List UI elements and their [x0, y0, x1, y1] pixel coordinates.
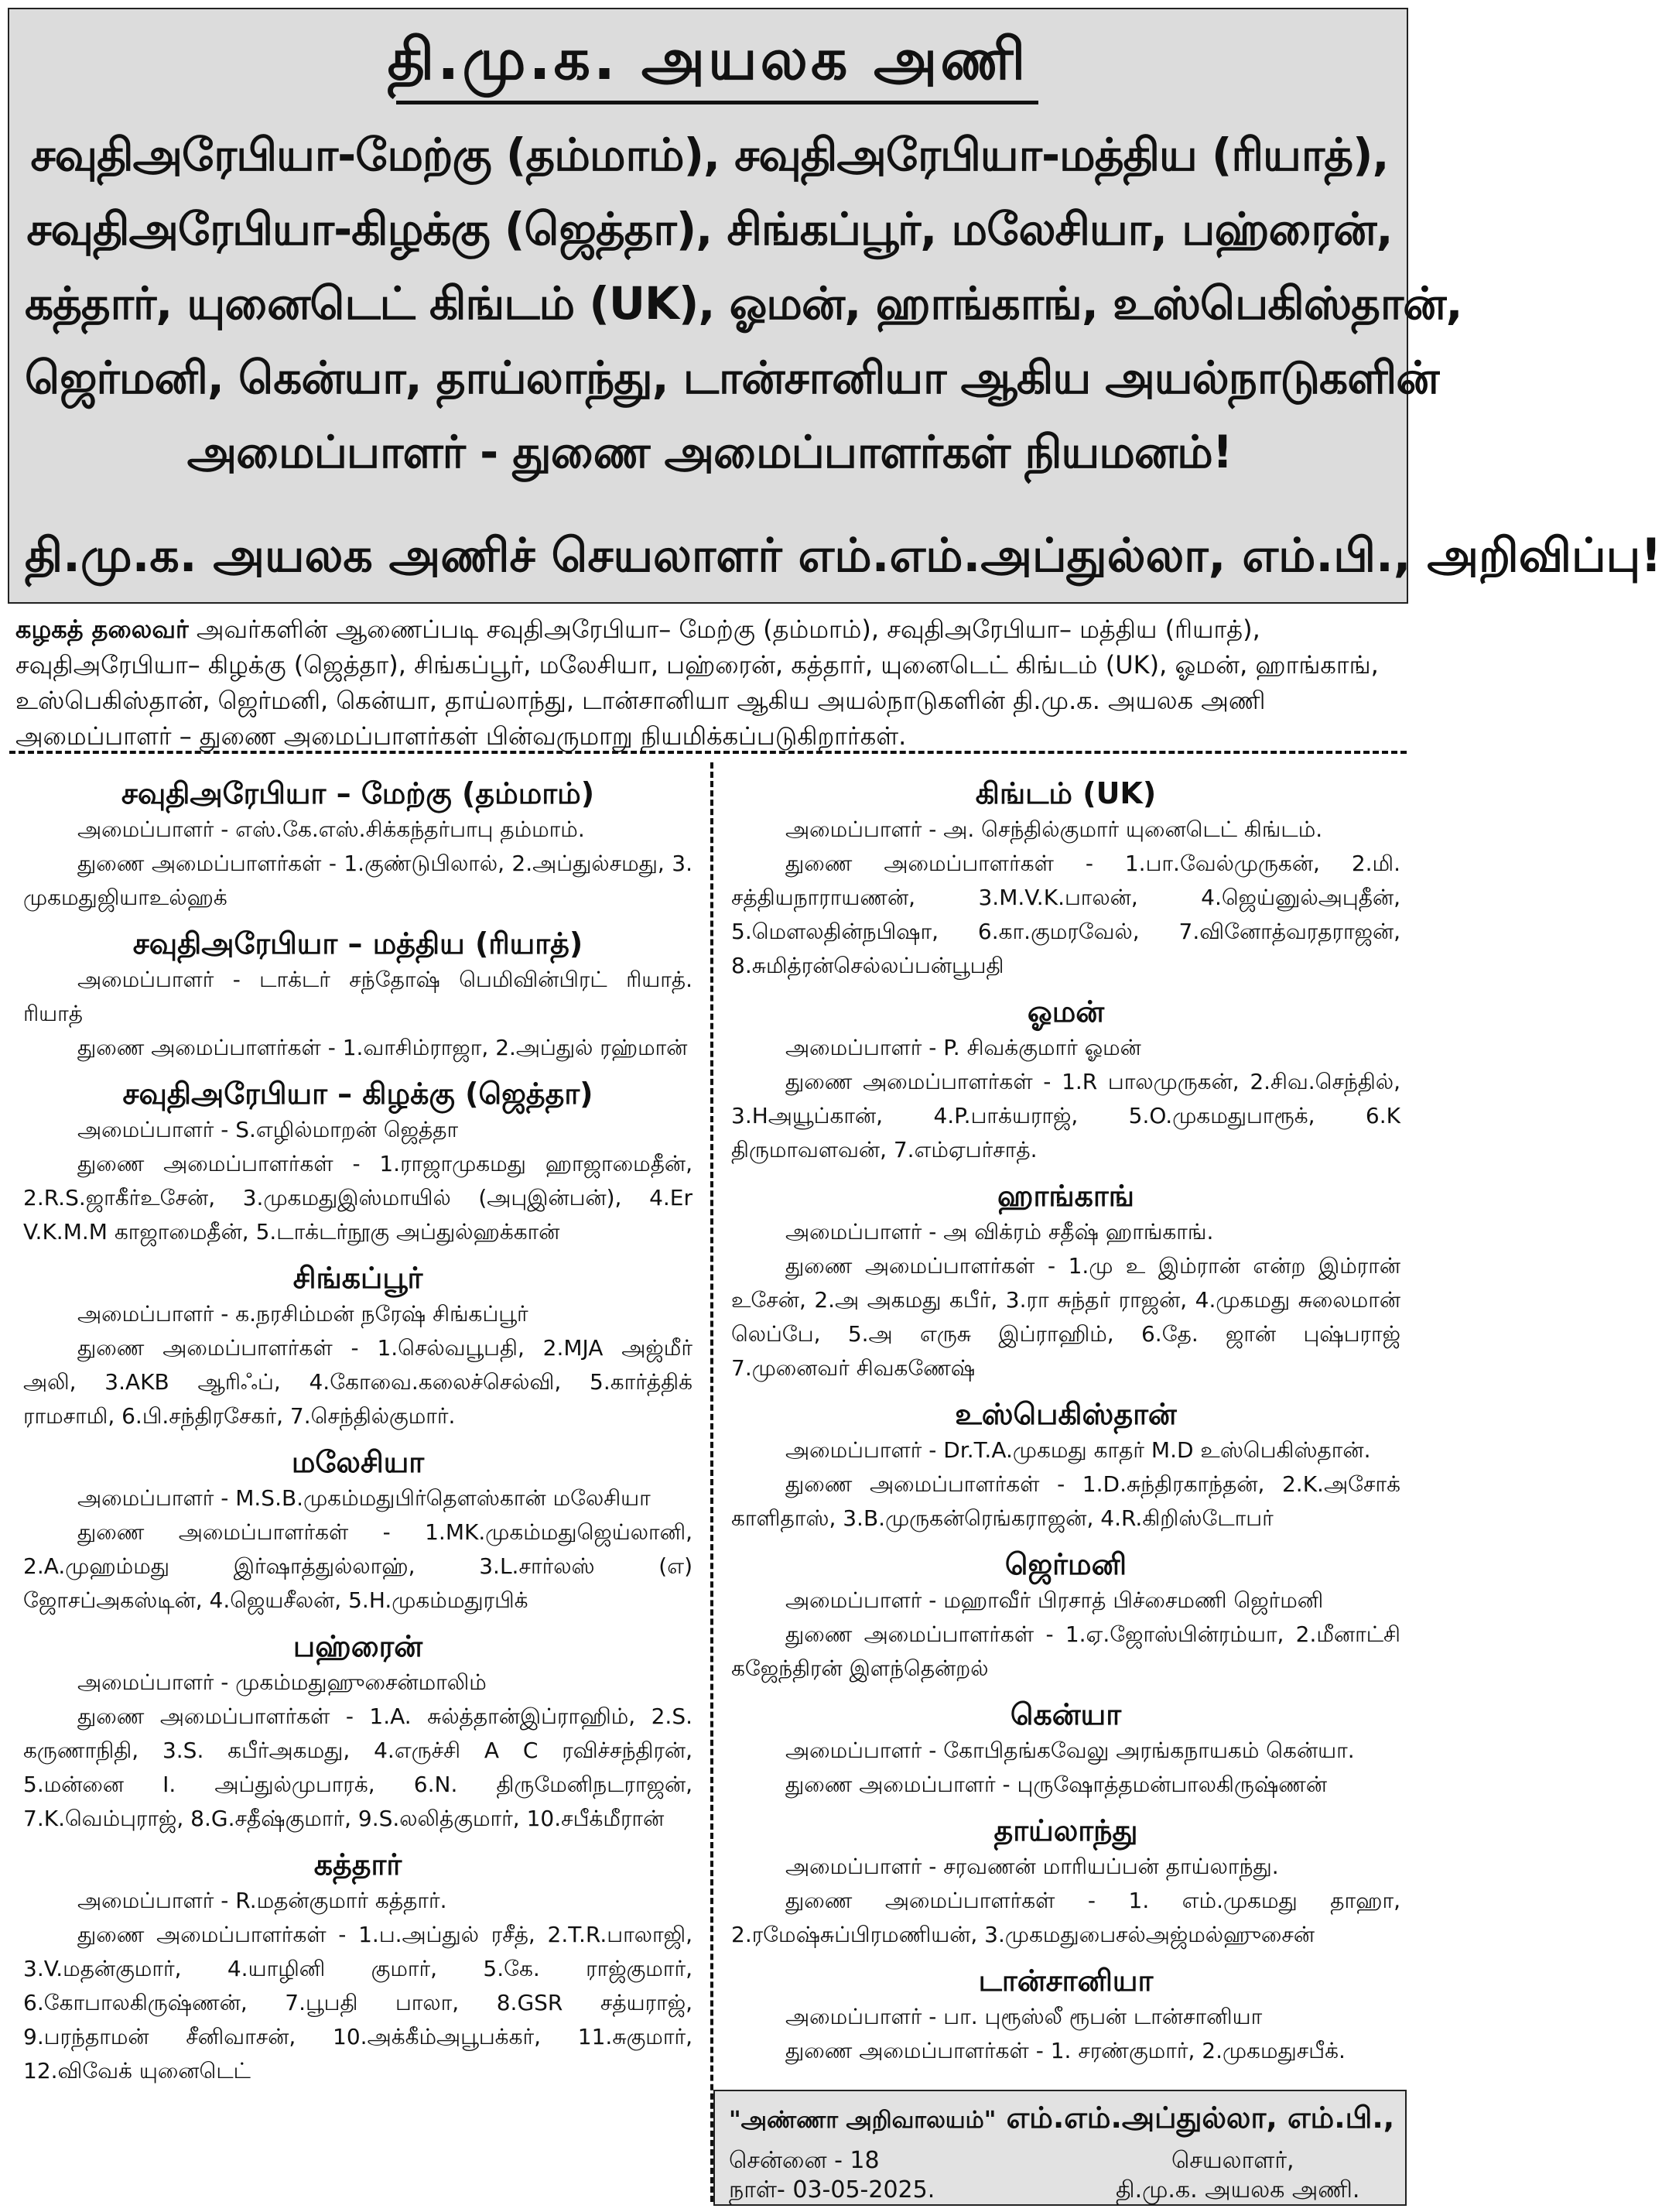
organizer-line: அமைப்பாளர் - அ விக்ரம் சதீஷ் ஹாங்காங். [785, 1219, 1214, 1245]
section-title: உஸ்பெகிஸ்தான் [955, 1397, 1177, 1431]
section-uk [731, 774, 1400, 983]
headline-box [8, 8, 1662, 604]
deputies-line: துணை அமைப்பாளர்கள் - 1.D.சுந்திரகாந்தன், 2.K.அசோக் காளிதாஸ், 3.B.முருகன்ரெங்கராஜன், 4.R.கிறிஸ்டோபர் [731, 1471, 1400, 1531]
section-kenya [731, 1695, 1400, 1802]
section-saudi-east [23, 1074, 692, 1249]
headline-line-1: சவுதிஅரேபியா-மேற்கு (தம்மாம்), சவுதிஅரேபியா-மத்திய (ரியாத்), [30, 128, 1389, 181]
deputies-line: துணை அமைப்பாளர் - புருஷோத்தமன்பாலகிருஷ்ணன் [785, 1772, 1328, 1797]
deputies-line: துணை அமைப்பாளர்கள் - 1.குண்டுபிலால், 2.அப்துல்சமது, 3. முகமதுஜியாஉல்ஹக் [23, 851, 692, 910]
organizer-line: அமைப்பாளர் - S.எழில்மாறன் ஜெத்தா [77, 1117, 459, 1142]
intro-lead: கழகத் தலைவர் [15, 615, 189, 644]
right-column [731, 774, 1400, 2077]
section-title: சிங்கப்பூர் [292, 1261, 423, 1295]
deputies-line: துணை அமைப்பாளர்கள் - 1.பா.வேல்முருகன், 2.மி. சத்தியநாராயணன், 3.M.V.K.பாலன், 4.ஜெய்னுல்அபுதீன், 5.மௌலதின்நபிஷா, 6.கா.குமரவேல், 7.வினோத்வரதராஜன், 8.சுமித்ரன்செல்லப்பன்பூபதி [731, 851, 1400, 978]
signature-date: நாள்- 03-05-2025. [729, 2176, 935, 2203]
section-title: ஓமன் [1027, 995, 1105, 1029]
section-germany [731, 1545, 1400, 1686]
organizer-line: அமைப்பாளர் - முகம்மதுஹுசைன்மாலிம் [77, 1669, 487, 1695]
section-title: தாய்லாந்து [993, 1813, 1138, 1847]
section-saudi-west [23, 774, 692, 915]
organizer-line: அமைப்பாளர் - டாக்டர் சந்தோஷ் பெமிவின்பிரட் ரியாத். ரியாத் [23, 967, 692, 1026]
deputies-line: துணை அமைப்பாளர்கள் - 1.ஏ.ஜோஸ்பின்ரம்யா, 2.மீனாட்சி கஜேந்திரன் இளந்தென்றல் [731, 1621, 1400, 1681]
section-title: கென்யா [1010, 1697, 1122, 1731]
section-tanzania [731, 1961, 1400, 2068]
page-title: தி.மு.க. அயலக அணி [387, 26, 1029, 93]
section-title: கத்தார் [313, 1847, 402, 1882]
deputies-line: துணை அமைப்பாளர்கள் - 1. எம்.முகமது தாஹா, 2.ரமேஷ்சுப்பிரமணியன், 3.முகமதுபைசல்அஜ்மல்ஹுசைன் [731, 1888, 1400, 1947]
deputies-line: துணை அமைப்பாளர்கள் - 1.ராஜாமுகமது ஹாஜாமைதீன், 2.R.S.ஜாகீர்உசேன், 3.முகமதுஇஸ்மாயில் (அபுஇன்பன்), 4.Er V.K.M.M காஜாமைதீன், 5.டாக்டர்நூகு அப்துல்ஹக்கான் [23, 1151, 692, 1245]
title-underline [396, 101, 1038, 104]
organizer-line: அமைப்பாளர் - சரவணன் மாரியப்பன் தாய்லாந்து. [785, 1854, 1279, 1879]
headline-line-3: கத்தார், யுனைடெட் கிங்டம் (UK), ஓமன், ஹாங்காங், உஸ்பெகிஸ்தான், [25, 277, 1462, 330]
section-uzbekistan [731, 1395, 1400, 1536]
deputies-line: துணை அமைப்பாளர்கள் - 1.R பாலமுருகன், 2.சிவ.செந்தில், 3.Hஅயூப்கான், 4.P.பாக்யராஜ், 5.O.முகமதுபாரூக், 6.K திருமாவளவன், 7.எம்ஏபர்சாத். [731, 1069, 1400, 1162]
signature-quote: "அண்ணா அறிவாலயம்" [729, 2107, 997, 2134]
deputies-line: துணை அமைப்பாளர்கள் - 1.ப.அப்துல் ரசீத், 2.T.R.பாலாஜி, 3.V.மதன்குமார், 4.யாழினி குமார், 5.கே. ராஜ்குமார், 6.கோபாலகிருஷ்ணன், 7.பூபதி பாலா, 8.GSR சத்யராஜ், 9.பரந்தாமன் சீனிவாசன், 10.அக்கீம்அபூபக்கர், 11.சுகுமார், 12.விவேக் யுனைடெட் [23, 1922, 692, 2084]
left-column [23, 774, 692, 2097]
section-title: சவுதிஅரேபியா – கிழக்கு (ஜெத்தா) [122, 1077, 593, 1111]
section-qatar [23, 1845, 692, 2088]
section-hongkong [731, 1176, 1400, 1385]
section-title: சவுதிஅரேபியா – மத்திய (ரியாத்) [132, 926, 583, 960]
signature-name-line [729, 2101, 1394, 2139]
deputies-line: துணை அமைப்பாளர்கள் - 1.MK.முகம்மதுஜெய்லானி, 2.A.முஹம்மது இர்ஷாத்துல்லாஹ், 3.L.சார்லஸ் (எ) ஜோசப்அகஸ்டின், 4.ஜெயசீலன், 5.H.முகம்மதுரபிக் [23, 1519, 692, 1613]
section-title: பஹ்ரைன் [292, 1629, 423, 1663]
deputies-line: துணை அமைப்பாளர்கள் - 1.மு உ இம்ரான் என்ற இம்ரான் உசேன், 2.அ அகமது கபீர், 3.ரா சுந்தர் ராஜன், 4.முகமது சுலைமான் லெப்பே, 5.அ எருசு இப்ராஹிம், 6.தே. ஜான் புஷ்பராஜ் 7.முனைவர் சிவகணேஷ் [731, 1253, 1400, 1381]
deputies-line: துணை அமைப்பாளர்கள் - 1.செல்வபூபதி, 2.MJA அஜ்மீர் அலி, 3.AKB ஆரிஃப், 4.கோவை.கலைச்செல்வி, 5.கார்த்திக் ராமசாமி, 6.பி.சந்திரசேகர், 7.செந்தில்குமார். [23, 1335, 692, 1429]
intro-paragraph [15, 611, 1400, 754]
deputies-line: துணை அமைப்பாளர்கள் - 1.A. சுல்த்தான்இப்ராஹிம், 2.S. கருணாநிதி, 3.S. கபீர்அகமது, 4.எருச்சி A C ரவிச்சந்திரன், 5.மன்னை I. அப்துல்முபாரக், 6.N. திருமேனிநடராஜன், 7.K.வெம்புராஜ், 8.G.சதீஷ்குமார், 9.S.லலித்குமார், 10.சபீக்மீரான் [23, 1704, 692, 1831]
organizer-line: அமைப்பாளர் - அ. செந்தில்குமார் யுனைடெட் கிங்டம். [785, 817, 1323, 842]
announcement-line: தி.மு.க. அயலக அணிச் செயலாளர் எம்.எம்.அப்துல்லா, எம்.பி., அறிவிப்பு! [25, 529, 1662, 583]
signature-wing: தி.மு.க. அயலக அணி. [1116, 2176, 1360, 2203]
section-title: சவுதிஅரேபியா – மேற்கு (தம்மாம்) [121, 776, 595, 810]
section-divider [9, 751, 1407, 754]
section-singapore [23, 1258, 692, 1433]
section-title: ஜெர்மனி [1004, 1547, 1127, 1581]
organizer-line: அமைப்பாளர் - M.S.B.முகம்மதுபிர்தௌஸ்கான் மலேசியா [77, 1485, 651, 1511]
column-divider [710, 762, 713, 2202]
section-saudi-central [23, 924, 692, 1065]
organizer-line: அமைப்பாளர் - க.நரசிம்மன் நரேஷ் சிங்கப்பூர் [77, 1301, 528, 1327]
headline-line-4: ஜெர்மனி, கென்யா, தாய்லாந்து, டான்சானியா ஆகிய அயல்நாடுகளின் [25, 351, 1439, 404]
section-title: கிங்டம் (UK) [975, 776, 1157, 810]
signature-name: எம்.எம்.அப்துல்லா, எம்.பி., [996, 2101, 1395, 2135]
section-malaysia [23, 1443, 692, 1618]
section-title: டான்சானியா [978, 1964, 1154, 1998]
organizer-line: அமைப்பாளர் - P. சிவக்குமார் ஓமன் [785, 1035, 1141, 1060]
organizer-line: அமைப்பாளர் - கோபிதங்கவேலு அரங்கநாயகம் கென்யா. [785, 1738, 1355, 1763]
headline-line-5: அமைப்பாளர் - துணை அமைப்பாளர்கள் நியமனம்! [186, 426, 1233, 478]
section-title: ஹாங்காங் [997, 1179, 1135, 1213]
signature-role: செயலாளர், [1171, 2147, 1294, 2174]
signature-city: சென்னை - 18 [729, 2147, 880, 2174]
headline-line-2: சவுதிஅரேபியா-கிழக்கு (ஜெத்தா), சிங்கப்பூர், மலேசியா, பஹ்ரைன், [26, 203, 1393, 255]
organizer-line: அமைப்பாளர் - R.மதன்குமார் கத்தார். [77, 1888, 447, 1913]
deputies-line: துணை அமைப்பாளர்கள் - 1.வாசிம்ராஜா, 2.அப்துல் ரஹ்மான் [77, 1035, 688, 1060]
signature-box [713, 2090, 1407, 2206]
section-thailand [731, 1811, 1400, 1952]
organizer-line: அமைப்பாளர் - மஹாவீர் பிரசாத் பிச்சைமணி ஜெர்மனி [785, 1587, 1324, 1613]
section-oman [731, 992, 1400, 1167]
organizer-line: அமைப்பாளர் - எஸ்.கே.எஸ்.சிக்கந்தர்பாபு தம்மாம். [77, 817, 585, 842]
organizer-line: அமைப்பாளர் - Dr.T.A.முகமது காதர் M.D உஸ்பெகிஸ்தான். [785, 1437, 1371, 1463]
section-bahrain [23, 1627, 692, 1836]
section-title: மலேசியா [291, 1445, 425, 1479]
intro-text: அவர்களின் ஆணைப்படி சவுதிஅரேபியா– மேற்கு (தம்மாம்), சவுதிஅரேபியா– மத்திய (ரியாத்), சவுதிஅரேபியா– கிழக்கு (ஜெத்தா), சிங்கப்பூர், மலேசியா, பஹ்ரைன், கத்தார், யுனைடெட் கிங்டம் (UK), ஓமன், ஹாங்காங், உஸ்பெகிஸ்தான், ஜெர்மனி, கென்யா, தாய்லாந்து, டான்சானியா ஆகிய அயல்நாடுகளின் தி.மு.க. அயலக அணி அமைப்பாளர் – துணை அமைப்பாளர்கள் பின்வருமாறு நியமிக்கப்படுகிறார்கள். [15, 615, 1379, 751]
organizer-line: அமைப்பாளர் - பா. புரூஸ்லீ ரூபன் டான்சானியா [785, 2004, 1263, 2029]
deputies-line: துணை அமைப்பாளர்கள் - 1. சரண்குமார், 2.முகமதுசபீக். [785, 2038, 1346, 2063]
